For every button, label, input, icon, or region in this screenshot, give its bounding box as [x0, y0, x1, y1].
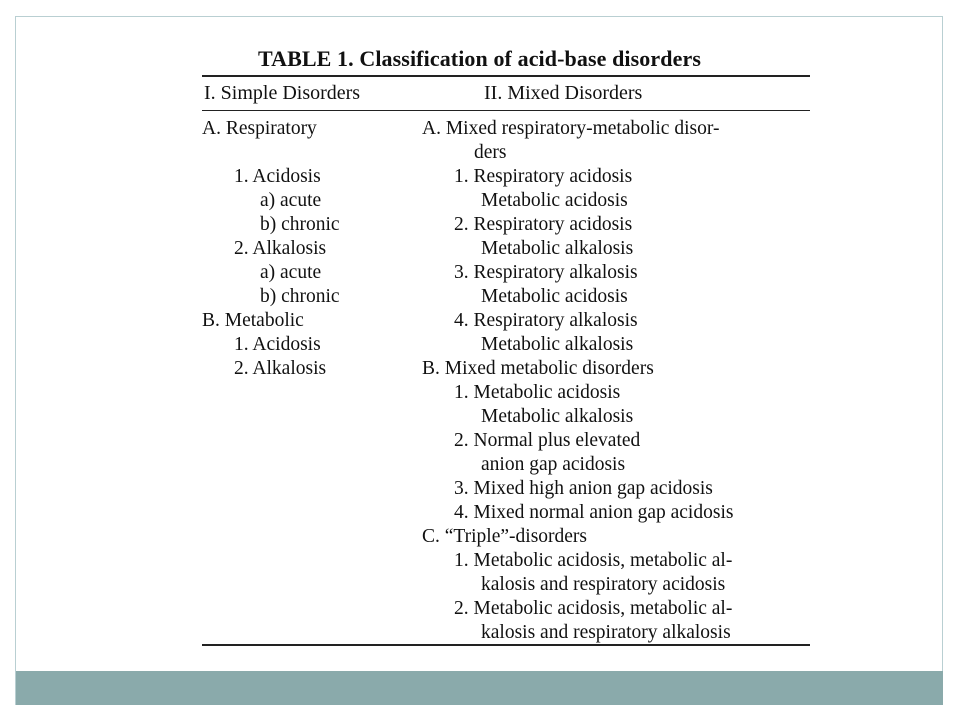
- list-item: a) acute: [260, 190, 322, 211]
- table-top-rule: [202, 75, 810, 77]
- list-item: 2. Respiratory acidosis: [454, 214, 633, 235]
- header-rule: [202, 110, 810, 111]
- list-item: Metabolic alkalosis: [481, 238, 634, 259]
- list-item: B. Metabolic: [202, 310, 304, 331]
- table-title: TABLE 1. Classification of acid-base disorders: [258, 46, 701, 71]
- list-item: Metabolic alkalosis: [481, 334, 634, 355]
- list-item: 1. Metabolic acidosis: [454, 382, 621, 403]
- footer-bar: [16, 671, 943, 705]
- list-item: a) acute: [260, 262, 322, 283]
- list-item: Metabolic acidosis: [481, 190, 628, 211]
- list-item: Metabolic acidosis: [481, 286, 628, 307]
- list-item: 1. Metabolic acidosis, metabolic al-: [454, 550, 733, 571]
- list-item: Metabolic alkalosis: [481, 406, 634, 427]
- list-item: 2. Alkalosis: [234, 358, 327, 379]
- list-item: ders: [474, 142, 507, 163]
- list-item: 2. Normal plus elevated: [454, 430, 641, 451]
- list-item: C. “Triple”-disorders: [422, 526, 588, 547]
- list-item: 1. Acidosis: [234, 334, 321, 355]
- list-item: 4. Mixed normal anion gap acidosis: [454, 502, 734, 523]
- list-item: 1. Respiratory acidosis: [454, 166, 633, 187]
- list-item: kalosis and respiratory acidosis: [481, 574, 726, 595]
- table-bottom-rule: [202, 644, 810, 646]
- simple-disorders-header: I. Simple Disorders: [204, 82, 361, 104]
- list-item: 2. Alkalosis: [234, 238, 327, 259]
- list-item: 4. Respiratory alkalosis: [454, 310, 638, 331]
- list-item: B. Mixed metabolic disorders: [422, 358, 654, 379]
- list-item: 1. Acidosis: [234, 166, 321, 187]
- list-item: 3. Mixed high anion gap acidosis: [454, 478, 713, 499]
- list-item: A. Mixed respiratory-metabolic disor-: [422, 118, 720, 139]
- list-item: 3. Respiratory alkalosis: [454, 262, 638, 283]
- mixed-disorders-header: II. Mixed Disorders: [484, 82, 643, 104]
- list-item: kalosis and respiratory alkalosis: [481, 622, 731, 643]
- list-item: A. Respiratory: [202, 118, 317, 139]
- list-item: b) chronic: [260, 214, 340, 235]
- list-item: 2. Metabolic acidosis, metabolic al-: [454, 598, 733, 619]
- list-item: anion gap acidosis: [481, 454, 626, 475]
- list-item: b) chronic: [260, 286, 340, 307]
